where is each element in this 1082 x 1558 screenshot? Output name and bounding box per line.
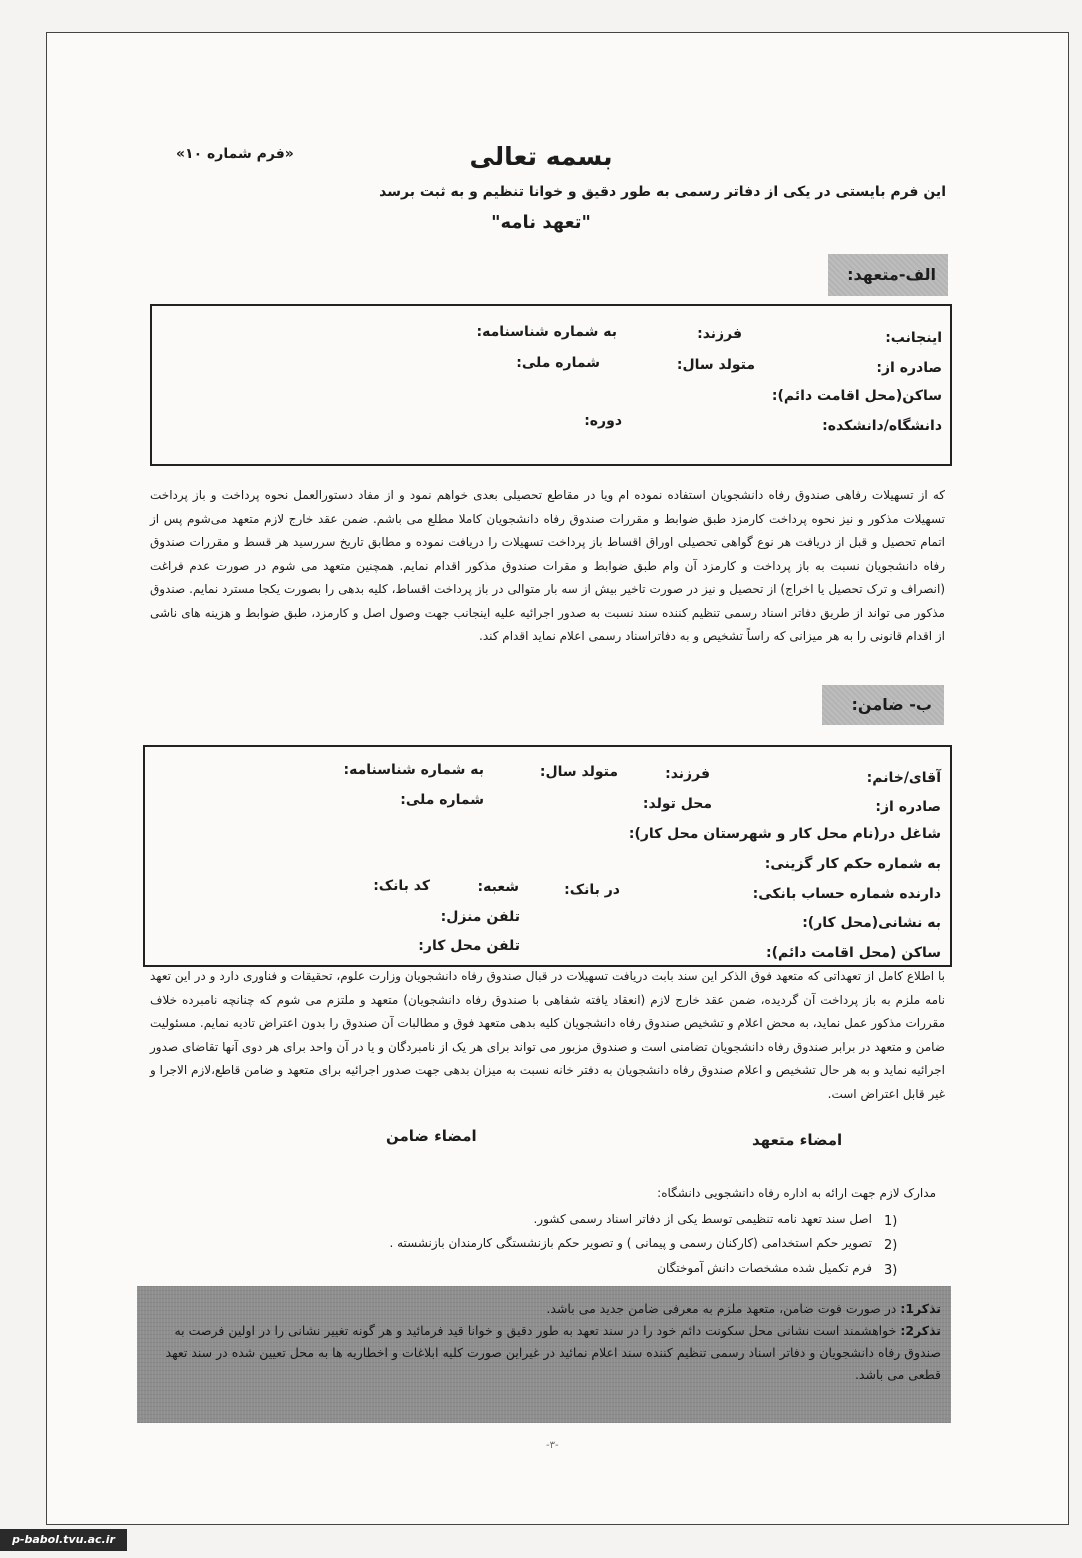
guarantor-commitment-text: با اطلاع کامل از تعهداتی که متعهد فوق الذکر این سند بابت دریافت تسهیلات در قبال صندوق رفاه دانشجویان وزارت علوم، تحقیقات و فناوری دارد و در این تعهد نامه ملزم به باز پرداخت آن گردیده، ضمن عقد خارج لازم (انعقاد یافته شفاهی با صندوق رفاه دانشجویان) متعهد و ملتزم می شوم که چنانچه نامبرده خلاف مقررات مذکور عمل نماید، به محض اعلام و تشخیص صندوق رفاه دانشجویان کلیه بدهی متعهد فوق و مطالبات آن صندوق را بدون اعتراض تادیه نمایم. مسئولیت ضامن و متعهد در برابر صندوق رفاه دانشجویان تضامنی است و صندوق مزبور می تواند برای هر یک از نامبردگان و یا در آن واحد برای هر دوی آنها تقاضای صدور اجرائیه نماید و به هر حال تشخیص و اعلام صندوق رفاه دانشجویان به دفتر خانه نسبت به میزان بدهی جهت صدور اجرائیه برای متعهد و ضامن قاطع،لازم الاجرا و غیر قابل اعتراض است. bbox=[150, 969, 945, 1101]
form-instruction: این فرم بایستی در یکی از دفاتر رسمی به طور دقیق و خوانا تنظیم و به ثبت برسد bbox=[379, 184, 946, 200]
guarantor-signature-label: امضاء ضامن bbox=[386, 1127, 477, 1145]
obligor-signature-label: امضاء متعهد bbox=[752, 1131, 843, 1149]
guarantor-birthplace-field[interactable]: محل تولد: bbox=[642, 796, 712, 812]
document-item: فرم تکمیل شده مشخصات دانش آموختگان bbox=[657, 1261, 872, 1275]
guarantor-bank-code-field[interactable]: کد بانک: bbox=[373, 878, 430, 894]
required-documents-title: مدارک لازم جهت ارائه به اداره رفاه دانشجویی دانشگاه: bbox=[657, 1186, 936, 1200]
guarantor-name-field[interactable]: آقای/خانم: bbox=[866, 770, 941, 786]
guarantor-national-code-field[interactable]: شماره ملی: bbox=[400, 792, 484, 808]
document-item-number: 2) bbox=[884, 1238, 898, 1253]
guarantor-employer-field[interactable]: شاغل در(نام محل کار و شهرستان محل کار): bbox=[628, 826, 941, 842]
form-number: «فرم شماره ۱۰» bbox=[176, 146, 294, 162]
guarantor-work-phone-field[interactable]: تلفن محل کار: bbox=[418, 938, 520, 954]
guarantor-work-address-field[interactable]: به نشانی(محل کار): bbox=[802, 915, 941, 931]
document-item: تصویر حکم استخدامی (کارکنان رسمی و پیمانی ) و تصویر حکم بازنشستگی کارمندان بازنشسته . bbox=[389, 1236, 872, 1250]
note-2-label: تذکر2: bbox=[900, 1323, 941, 1338]
notes-box bbox=[137, 1286, 951, 1423]
bismillah-heading: بسمه تعالی bbox=[469, 142, 613, 171]
obligor-commitment-text: که از تسهیلات رفاهی صندوق رفاه دانشجویان استفاده نموده ام ویا در مقاطع تحصیلی بعدی خواهم نمود و از مفاد دستورالعمل نحوه پرداخت و باز پرداخت تسهیلات مذکور و نیز نحوه پرداخت کارمزد طبق ضوابط و مقررات صندوق رفاه دانشجویان کاملا مطلع می باشم. ضمن عقد خارج لازم متعهد می‌شوم پس از اتمام تحصیل و قبل از دریافت هر نوع گواهی تحصیلی اوراق اقساط باز پرداخت تسهیلات را دریافت نموده و مطابق تاریخ سررسید هر قسط و مقررات صندوق رفاه دانشجویان نسبت به باز پرداخت و کارمزد آن وام طبق ضوابط و مقرات صندوق مذکور اقدام نمایم. همچنین متعهد می شوم در صورت عدم فراغت (انصراف و ترک تحصیل یا اخراج) از تحصیل و نیز در صورت تاخیر بیش از سه بار متوالی در باز پرداخت اقساط، کلیه بدهی را بصورت یکجا مسترد نمایم. صندوق مذکور می تواند از طریق دفاتر اسناد رسمی تنظیم کننده سند نسبت به صدور اجرائیه علیه اینجانب جهت وصول اصل و کارمزد، طبق ضوابط و هزینه های ناشی از اقدام قانونی را به هر میزانی که راساً تشخیص و به دفاتراسناد رسمی اعلام نماید اقدام کند. bbox=[150, 488, 945, 643]
site-watermark: p-babol.tvu.ac.ir bbox=[0, 1529, 127, 1551]
guarantor-residence-field[interactable]: ساکن (محل اقامت دائم): bbox=[766, 945, 941, 961]
section-b-heading: ب- ضامن: bbox=[822, 685, 944, 725]
guarantor-bank-account-field[interactable]: دارنده شماره حساب بانکی: bbox=[752, 886, 941, 902]
guarantor-branch-field[interactable]: شعبه: bbox=[477, 879, 519, 895]
document-title: "تعهد نامه" bbox=[491, 212, 591, 233]
document-item: اصل سند تعهد نامه تنظیمی توسط یکی از دفاتر اسناد رسمی کشور. bbox=[533, 1212, 872, 1226]
obligor-course-field[interactable]: دوره: bbox=[584, 413, 622, 429]
document-item-number: 1) bbox=[884, 1214, 898, 1229]
obligor-birth-year-field[interactable]: متولد سال: bbox=[676, 357, 755, 373]
note-2 bbox=[147, 1320, 941, 1386]
guarantor-birth-year-field[interactable]: متولد سال: bbox=[539, 764, 618, 780]
guarantor-id-number-field[interactable]: به شماره شناسنامه: bbox=[343, 762, 484, 778]
document-item-number: 3) bbox=[884, 1263, 898, 1278]
obligor-name-field[interactable]: اینجانب: bbox=[885, 330, 942, 346]
obligor-child-of-field[interactable]: فرزند: bbox=[697, 326, 742, 342]
section-a-heading: الف-متعهد: bbox=[828, 254, 948, 296]
guarantor-bank-name-field[interactable]: در بانک: bbox=[564, 882, 620, 898]
note-1 bbox=[147, 1298, 941, 1320]
guarantor-appointment-number-field[interactable]: به شماره حکم کار گزینی: bbox=[764, 856, 941, 872]
obligor-university-field[interactable]: دانشگاه/دانشکده: bbox=[822, 418, 942, 434]
guarantor-home-phone-field[interactable]: تلفن منزل: bbox=[440, 909, 520, 925]
page-mark: -۳- bbox=[546, 1440, 559, 1451]
guarantor-issued-from-field[interactable]: صادره از: bbox=[875, 799, 941, 815]
obligor-issued-from-field[interactable]: صادره از: bbox=[876, 360, 942, 376]
obligor-national-code-field[interactable]: شماره ملی: bbox=[516, 355, 600, 371]
note-1-text: در صورت فوت ضامن، متعهد ملزم به معرفی ضامن جدید می باشد. bbox=[546, 1301, 897, 1316]
note-2-text: خواهشمند است نشانی محل سکونت دائم خود را در سند تعهد به طور دقیق و خوانا قید فرمائید و هر گونه تغییر نشانی را در اولین فرصت به صندوق رفاه دانشجویان و دفاتر اسناد رسمی تنظیم کننده سند اعلام نمائید در غیراین صورت کلیه ابلاغات و اخطاریه ها به محل تعیین شده در سند تعهد قطعی می باشد. bbox=[165, 1323, 941, 1382]
obligor-residence-field[interactable]: ساکن(محل اقامت دائم): bbox=[771, 388, 942, 404]
guarantor-child-of-field[interactable]: فرزند: bbox=[665, 766, 710, 782]
obligor-id-number-field[interactable]: به شماره شناسنامه: bbox=[476, 324, 617, 340]
note-1-label: تذکر1: bbox=[900, 1301, 941, 1316]
